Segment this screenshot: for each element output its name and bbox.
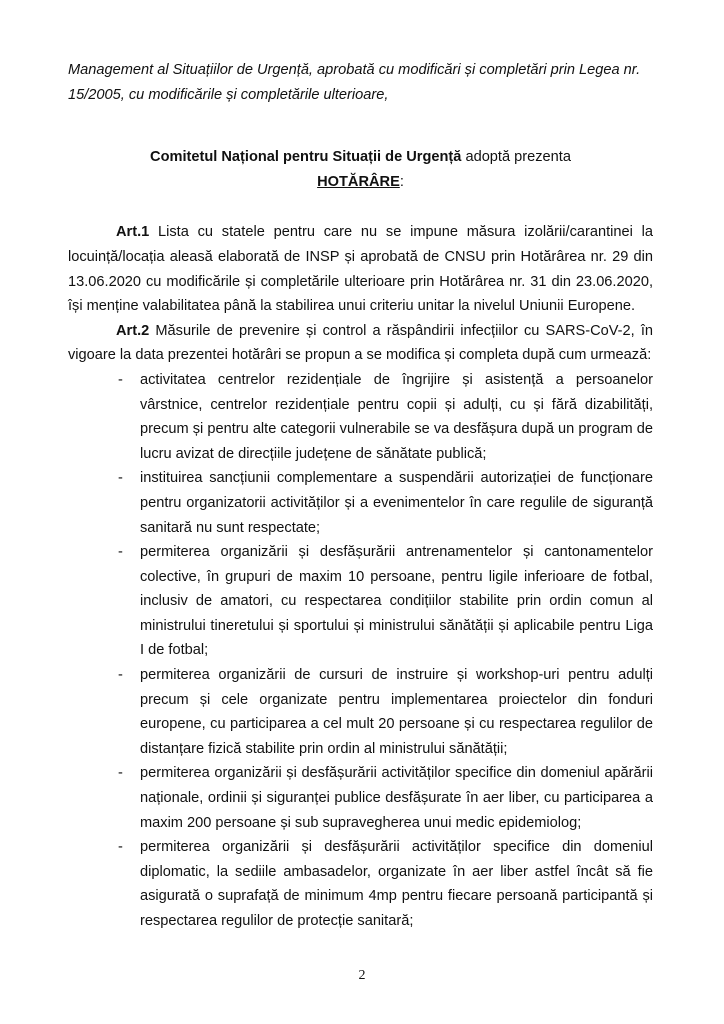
article-1-text: Lista cu statele pentru care nu se impune măsura izolării/carantinei la locuință/locația aleasă elaborată de INSP și aprobată de CNSU prin Hotărârea nr. 29 din 13.06.2020 cu modificările și completările ulterioare prin Hotărârea nr. 31 din 23.06.2020, își menține valabilitatea până la stabilirea unui criteriu unitar la nivelul Uniunii Europene.	[68, 224, 653, 315]
article-2	[68, 319, 653, 368]
list-item-text: activitatea centrelor rezidențiale de îngrijire și asistență a persoanelor vârstnice, centrelor rezidențiale pentru copii și adulți, cu și fără dizabilități, precum și pentru alte categorii vulnerabile se va desfășura după un program de lucru avizat de direcțiile județene de sănătate publică;	[140, 371, 653, 462]
committee-name: Comitetul Național pentru Situații de Urgență	[150, 149, 462, 166]
list-item	[68, 368, 653, 466]
list-item-text: permiterea organizării și desfășurării activităților specifice din domeniul diplomatic, la sediile ambasadelor, organizate în aer liber astfel încât să fie asigurată o suprafață de minimum 4mp pentru fiecare persoană participantă și respectarea regulilor de protecție sanitară;	[140, 839, 653, 929]
article-1	[68, 220, 653, 318]
list-bullet: -	[118, 371, 123, 388]
article-1-label: Art.1	[116, 224, 150, 241]
list-bullet: -	[118, 667, 123, 684]
list-item-text: permiterea organizării de cursuri de instruire și workshop-uri pentru adulți precum și cele organizate pentru implementarea proiectelor din fonduri europene, cu participarea a cel mult 20 persoane și cu respectarea regulilor de distanțare fizică stabilite prin ordin al ministrului sănătății;	[140, 667, 653, 757]
decision-title-text: HOTĂRÂRE	[317, 173, 400, 190]
list-item	[68, 540, 653, 663]
document-body	[68, 58, 653, 934]
intro-line-1: Management al Situațiilor de Urgență, aprobată cu modificări și completări prin Legea nr.	[68, 62, 641, 78]
list-item	[68, 466, 653, 540]
page-number: 2	[358, 968, 366, 983]
list-item-text: permiterea organizării și desfășurării activităților specifice din domeniul apărării naționale, ordinii și siguranței publice desfășurate în aer liber, cu participarea a maxim 200 persoane și sub supravegherea unui medic epidemiolog;	[140, 765, 653, 831]
article-2-text: Măsurile de prevenire și control a răspândirii infecțiilor cu SARS-CoV-2, în vigoare la data prezentei hotărâri se propun a se modifica și completa după cum urmează:	[68, 322, 653, 364]
list-item	[68, 761, 653, 835]
committee-verb: adoptă prezenta	[461, 149, 571, 166]
intro-line-2: 15/2005, cu modificările și completările ulterioare,	[68, 86, 389, 103]
decision-title	[68, 170, 653, 195]
intro-paragraph	[68, 58, 653, 107]
list-item-text: permiterea organizării și desfășurării antrenamentelor și cantonamentelor colective, în grupuri de maxim 10 persoane, pentru ligile inferioare de fotbal, inclusiv de amatori, cu respectarea condițiilor stabilite prin ordin comun al ministrului tineretului și sportului și ministrului sănătății și aplicabile pentru Liga I de fotbal;	[140, 544, 653, 659]
article-2-label: Art.2	[116, 322, 150, 339]
decision-title-suffix: :	[399, 173, 404, 190]
measures-list	[68, 368, 653, 934]
list-bullet: -	[118, 765, 123, 782]
committee-statement	[68, 145, 653, 170]
list-item	[68, 663, 653, 761]
list-item-text: instituirea sancțiunii complementare a suspendării autorizației de funcționare pentru organizatorii activităților și a evenimentelor în care regulile de siguranță sanitară nu sunt respectate;	[140, 470, 653, 536]
list-bullet: -	[118, 470, 123, 487]
list-item	[68, 835, 653, 933]
list-bullet: -	[118, 839, 123, 856]
list-bullet: -	[118, 544, 123, 561]
